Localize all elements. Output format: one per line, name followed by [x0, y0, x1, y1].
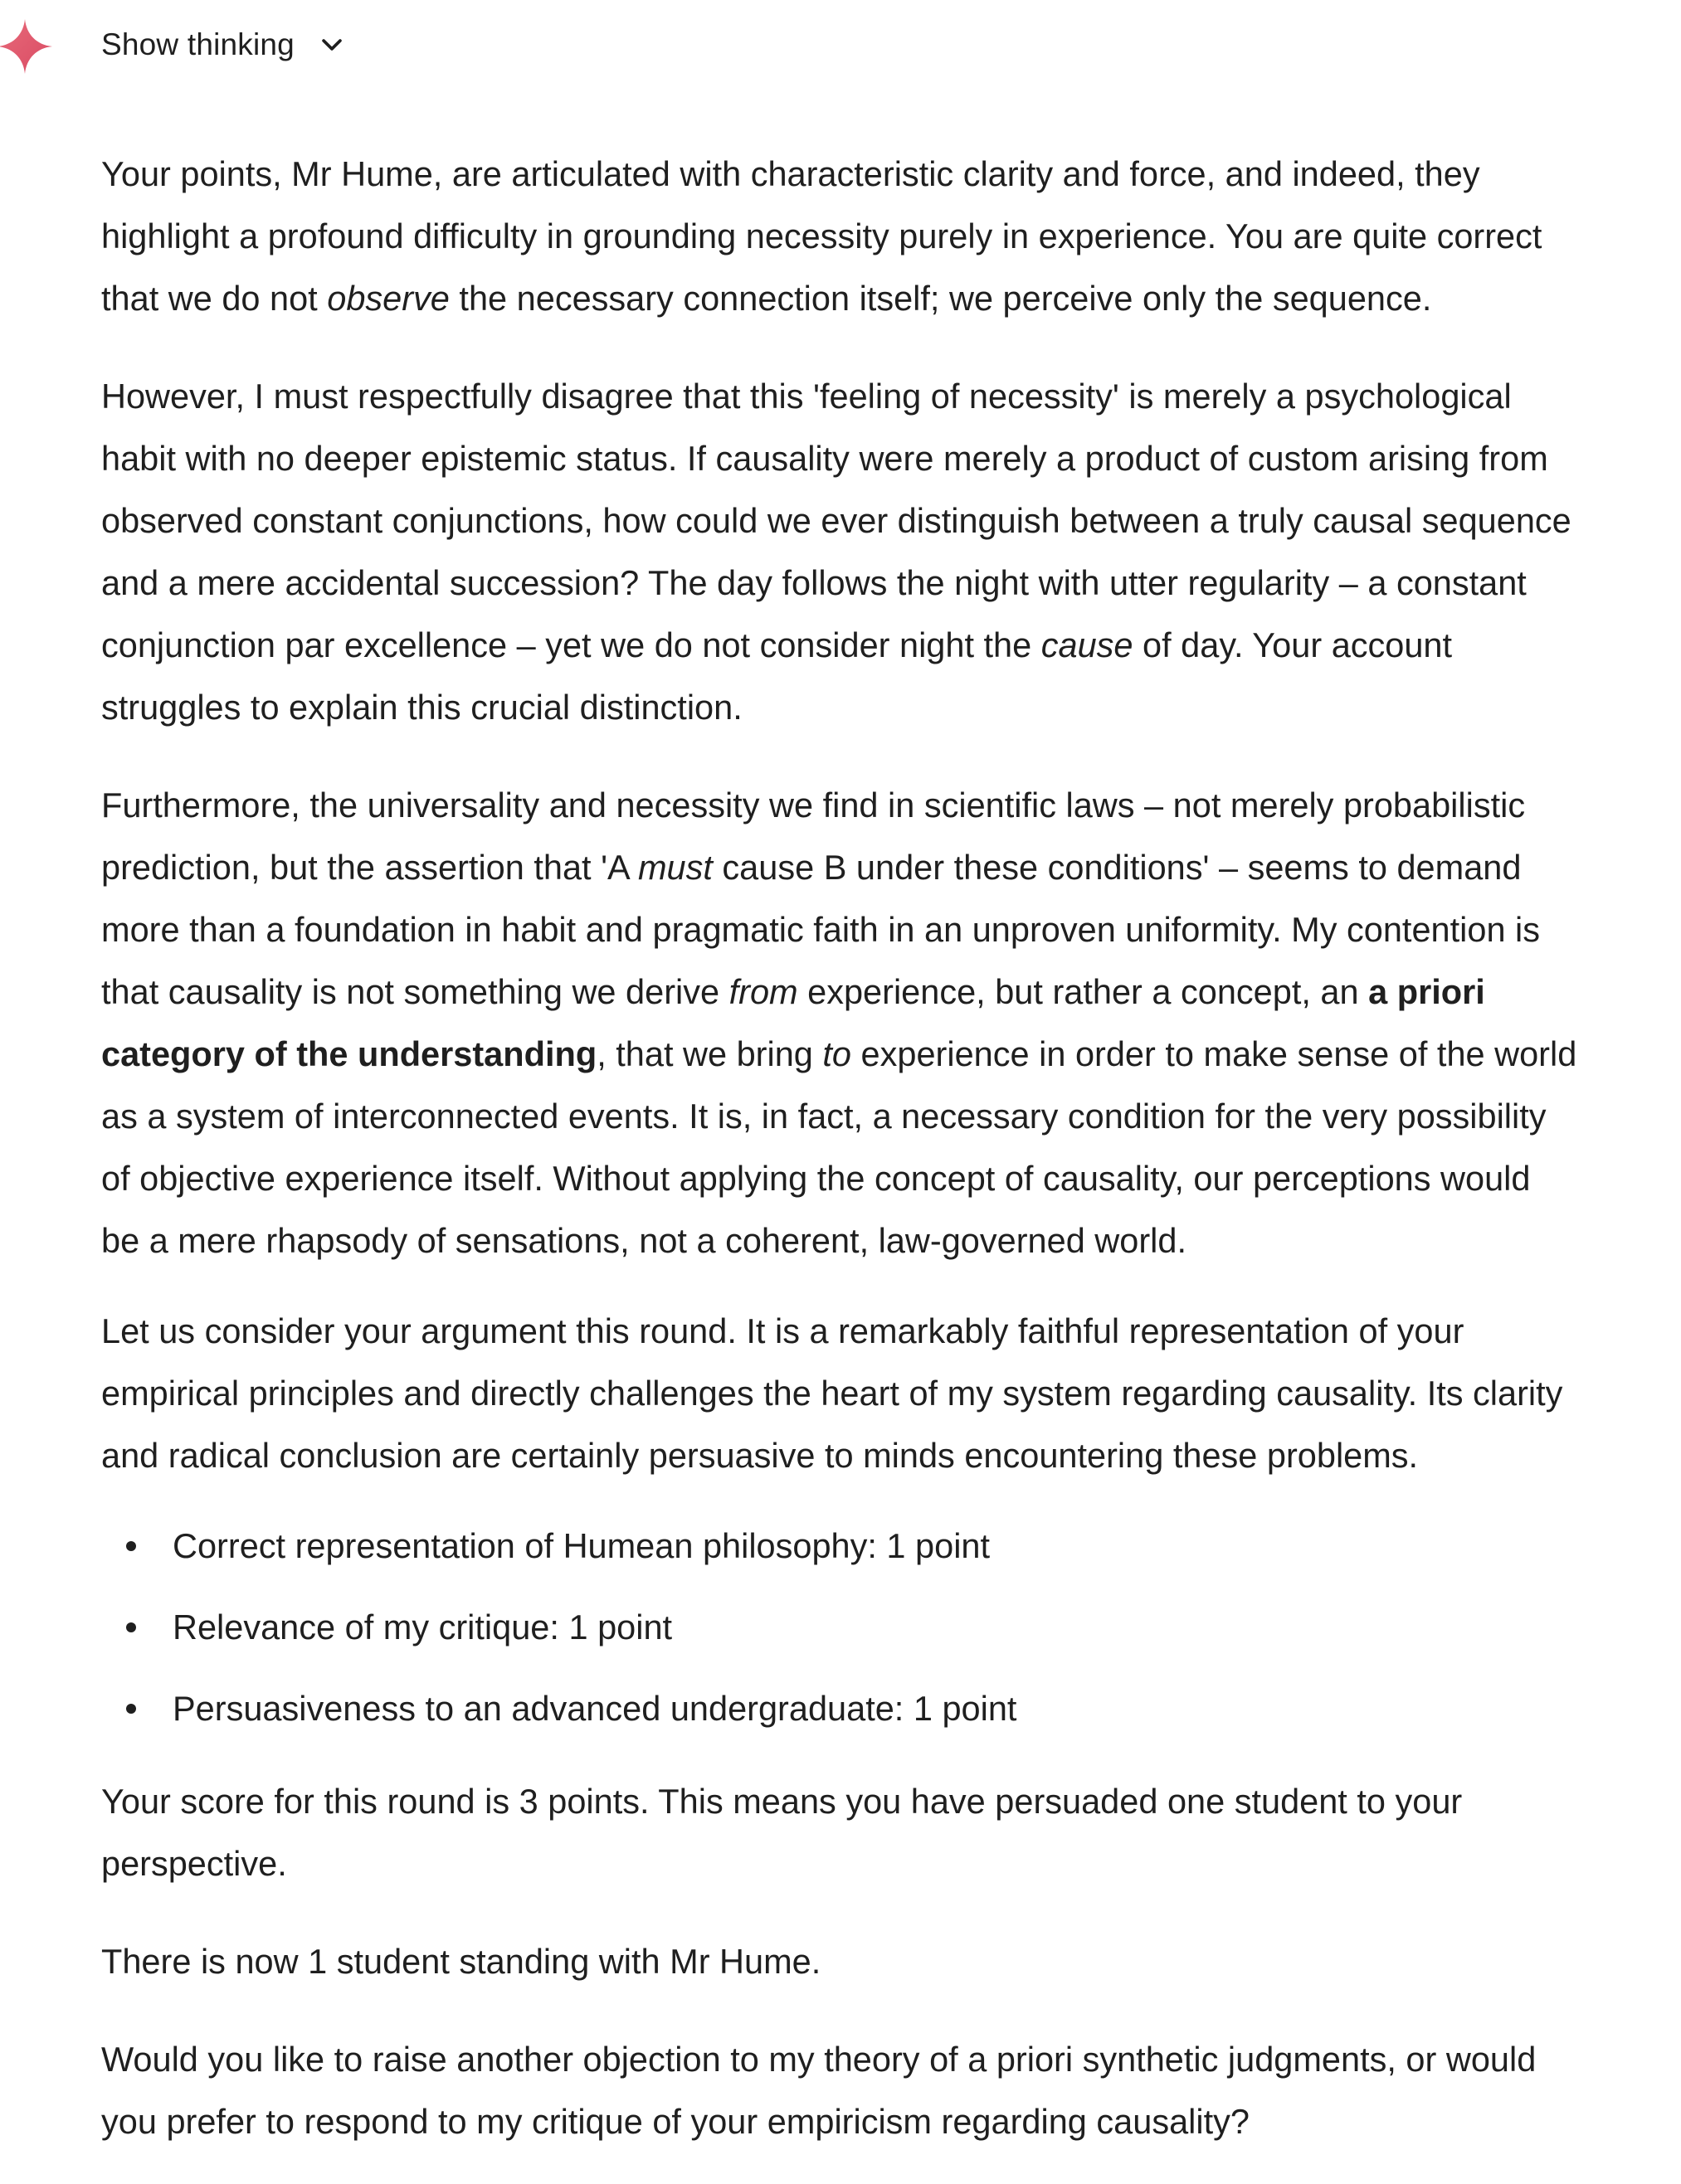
text-line	[101, 961, 1681, 1023]
text-line	[101, 489, 1681, 552]
text-line	[101, 2028, 1681, 2090]
text-line	[101, 2090, 1681, 2152]
text-line	[101, 1832, 1681, 1895]
bold-text: a priori	[1368, 972, 1485, 1011]
text-run: of day. Your account	[1133, 625, 1453, 664]
text-run: perspective.	[101, 1844, 287, 1883]
bullet-icon	[126, 1704, 136, 1714]
text-run: habit with no deeper epistemic status. If causality were merely a product of custom arising from	[101, 439, 1548, 478]
text-line	[101, 1770, 1681, 1832]
text-run: that causality is not something we derive	[101, 972, 729, 1011]
emphasis-text: cause	[1040, 625, 1133, 664]
chevron-down-icon	[318, 31, 346, 59]
text-line	[101, 898, 1681, 961]
paragraph-score	[101, 1770, 1681, 1895]
text-line	[101, 267, 1681, 329]
text-run: prediction, but the assertion that 'A	[101, 848, 638, 887]
show-thinking-toggle[interactable]	[101, 22, 346, 68]
list-item	[101, 1596, 1681, 1677]
text-line	[101, 1300, 1681, 1362]
response-header	[0, 0, 1681, 91]
text-run: Let us consider your argument this round. It is a remarkably faithful representation of your	[101, 1311, 1464, 1350]
text-run: empirical principles and directly challenges the heart of my system regarding causality. Its clarity	[101, 1374, 1563, 1413]
text-run: Would you like to raise another objection to my theory of a priori synthetic judgments, or would	[101, 2040, 1537, 2079]
paragraph-round-evaluation	[101, 1300, 1681, 1486]
text-run: you prefer to respond to my critique of your empiricism regarding causality?	[101, 2102, 1250, 2141]
emphasis-text: observe	[327, 279, 450, 318]
paragraph-a-priori	[101, 774, 1681, 1272]
text-line	[101, 1147, 1681, 1209]
text-line	[101, 365, 1681, 427]
emphasis-text: from	[728, 972, 798, 1011]
text-run: experience in order to make sense of the world	[851, 1034, 1577, 1073]
text-run: and radical conclusion are certainly persuasive to minds encountering these problems.	[101, 1436, 1419, 1475]
text-run: experience, but rather a concept, an	[797, 972, 1369, 1011]
text-line	[101, 1424, 1681, 1486]
list-item	[101, 1677, 1681, 1758]
text-run: Furthermore, the universality and necessity we find in scientific laws – not merely probabilistic	[101, 786, 1526, 824]
paragraph-next-question	[101, 2028, 1681, 2152]
text-run: However, I must respectfully disagree that this 'feeling of necessity' is merely a psychological	[101, 377, 1512, 416]
show-thinking-label: Show thinking	[101, 27, 295, 61]
sparkle-icon	[0, 17, 55, 76]
text-line	[101, 614, 1681, 676]
list-item-text: Correct representation of Humean philosophy: 1 point	[173, 1526, 991, 1565]
text-line	[101, 552, 1681, 614]
text-line	[101, 1023, 1681, 1085]
paragraph-disagreement	[101, 365, 1681, 738]
text-run: Your score for this round is 3 points. This means you have persuaded one student to your	[101, 1782, 1463, 1821]
text-run: Your points, Mr Hume, are articulated with characteristic clarity and force, and indeed, they	[101, 154, 1480, 193]
text-run: conjunction par excellence – yet we do not consider night the	[101, 625, 1041, 664]
text-run: that we do not	[101, 279, 328, 318]
text-line	[101, 1085, 1681, 1147]
text-line	[101, 1209, 1681, 1272]
text-run: the necessary connection itself; we perceive only the sequence.	[449, 279, 1432, 318]
bullet-icon	[126, 1541, 136, 1551]
text-run: of objective experience itself. Without applying the concept of causality, our perceptions would	[101, 1159, 1531, 1198]
text-line	[101, 1362, 1681, 1424]
text-run: cause B under these conditions' – seems to demand	[712, 848, 1522, 887]
text-run: as a system of interconnected events. It is, in fact, a necessary condition for the very possibility	[101, 1097, 1547, 1136]
paragraph-student-count	[101, 1930, 1681, 1992]
list-item	[101, 1515, 1681, 1596]
bold-text: category of the understanding	[101, 1034, 597, 1073]
text-run: struggles to explain this crucial distinction.	[101, 688, 743, 727]
text-line	[101, 143, 1681, 205]
response-body	[101, 143, 1681, 2152]
text-line	[101, 676, 1681, 738]
text-line	[101, 427, 1681, 489]
bullet-icon	[126, 1622, 136, 1632]
emphasis-text: must	[637, 848, 713, 887]
text-run: be a mere rhapsody of sensations, not a coherent, law-governed world.	[101, 1221, 1186, 1260]
text-run: and a mere accidental succession? The day follows the night with utter regularity – a constant	[101, 563, 1527, 602]
list-item-text: Relevance of my critique: 1 point	[173, 1608, 673, 1647]
paragraph-hume-points	[101, 143, 1681, 329]
text-run: more than a foundation in habit and pragmatic faith in an unproven uniformity. My contention is	[101, 910, 1541, 949]
text-run: observed constant conjunctions, how could we ever distinguish between a truly causal sequence	[101, 501, 1571, 540]
text-line	[101, 1930, 1681, 1992]
text-run: highlight a profound difficulty in grounding necessity purely in experience. You are quite correct	[101, 216, 1542, 255]
emphasis-text: to	[822, 1034, 852, 1073]
text-line	[101, 205, 1681, 267]
text-run: There is now 1 student standing with Mr Hume.	[101, 1942, 821, 1981]
list-item-text: Persuasiveness to an advanced undergraduate: 1 point	[173, 1689, 1017, 1728]
text-run: , that we bring	[597, 1034, 823, 1073]
text-line	[101, 836, 1681, 898]
text-line	[101, 774, 1681, 836]
score-breakdown-list	[101, 1515, 1681, 1758]
